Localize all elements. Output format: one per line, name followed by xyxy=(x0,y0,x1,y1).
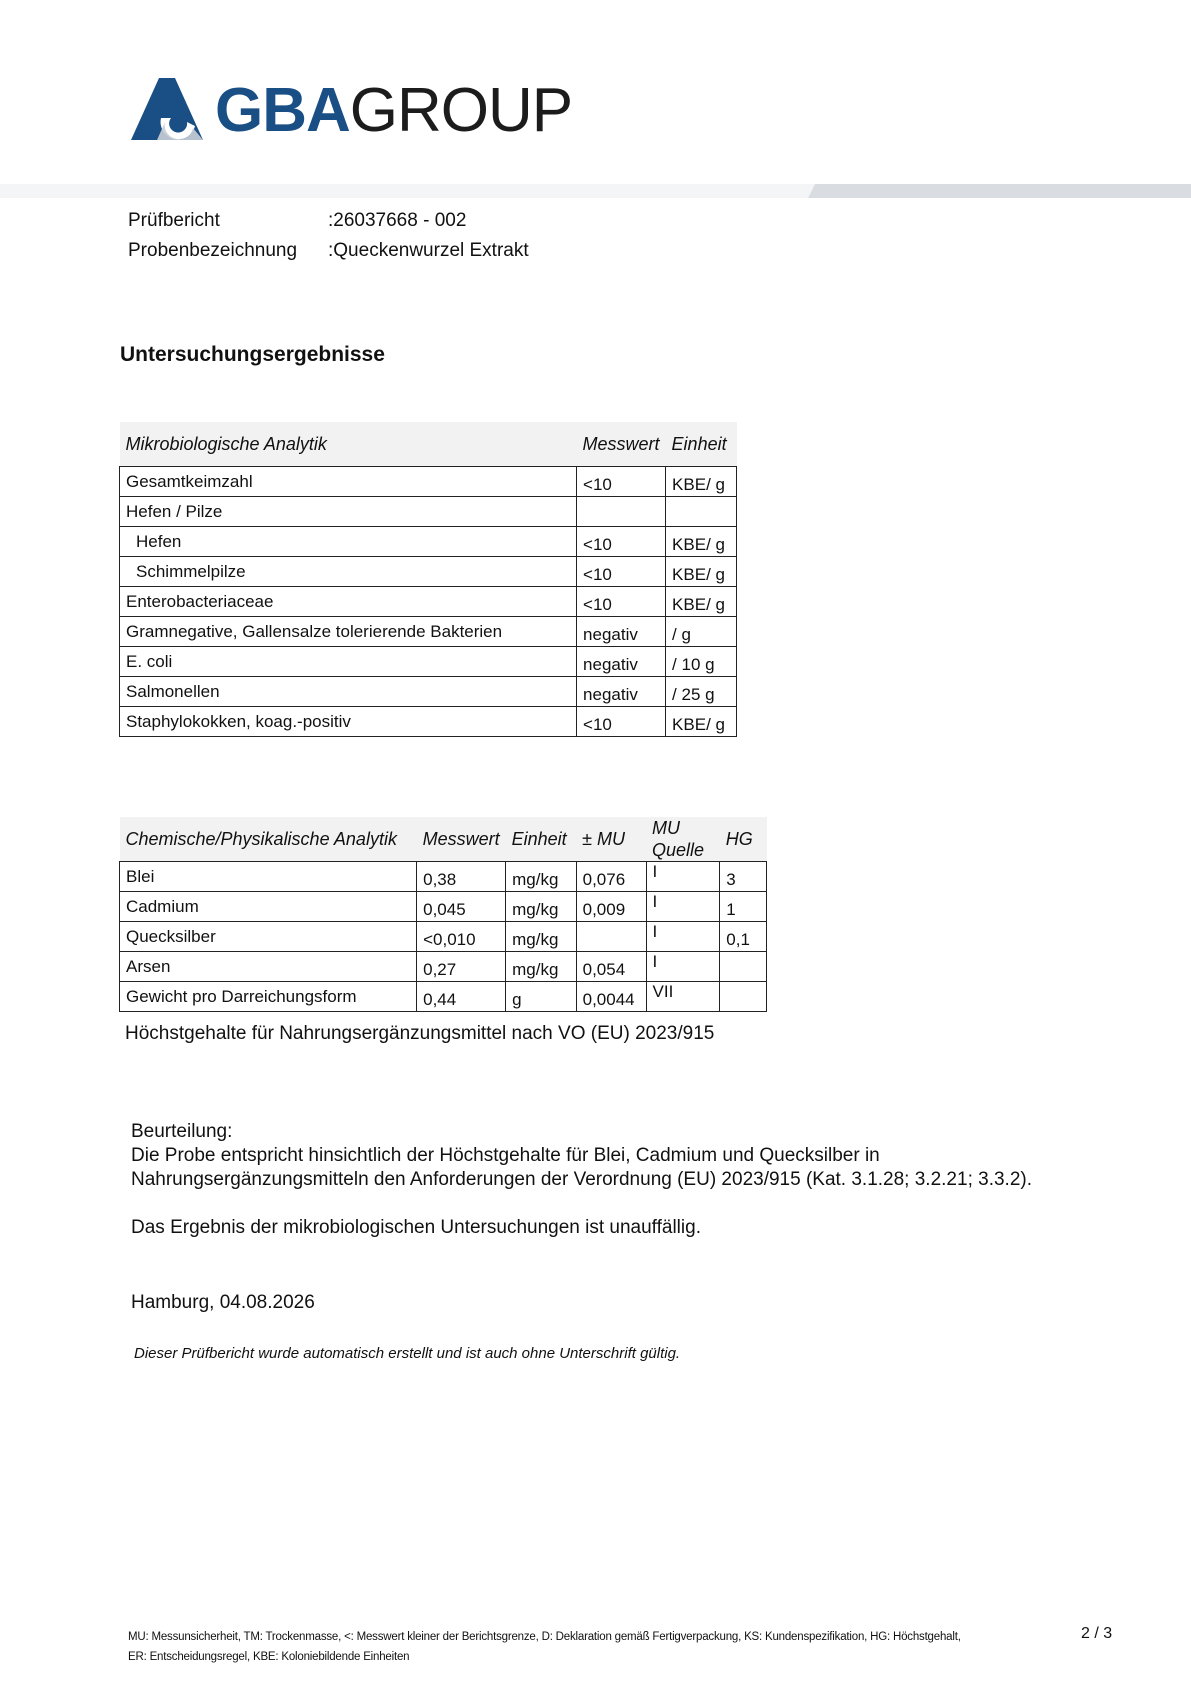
analysis-unit xyxy=(666,497,737,527)
place-date: Hamburg, 04.08.2026 xyxy=(131,1292,315,1313)
analysis-unit: g xyxy=(506,982,577,1012)
analysis-value: <10 xyxy=(577,557,666,587)
max-levels-note: Höchstgehalte für Nahrungsergänzungsmittel nach VO (EU) 2023/915 xyxy=(125,1023,715,1044)
micro-header-row xyxy=(120,422,737,467)
analysis-mu-source: VII xyxy=(646,982,720,1012)
footer-legend xyxy=(128,1627,968,1667)
analysis-name: Enterobacteriaceae xyxy=(120,587,577,617)
micro-results-table xyxy=(119,422,737,737)
analysis-mu: 0,054 xyxy=(576,952,646,982)
auto-generated-note: Dieser Prüfbericht wurde automatisch erstellt und ist auch ohne Unterschrift gültig. xyxy=(134,1345,681,1362)
report-number-row xyxy=(128,206,529,236)
chem-header-mu-line: MU xyxy=(652,818,681,838)
table-row xyxy=(120,982,767,1012)
table-row xyxy=(120,527,737,557)
analysis-value: negativ xyxy=(577,617,666,647)
analysis-name: Gesamtkeimzahl xyxy=(120,467,577,497)
micro-header-unit: Einheit xyxy=(666,422,737,467)
analysis-mu: 0,009 xyxy=(576,892,646,922)
table-row xyxy=(120,587,737,617)
micro-header-analysis: Mikrobiologische Analytik xyxy=(120,422,577,467)
assessment-block xyxy=(131,1120,1131,1240)
analysis-unit: KBE/ g xyxy=(666,527,737,557)
chem-header-source-line: Quelle xyxy=(652,840,705,860)
analysis-mu-source: I xyxy=(646,952,720,982)
analysis-name: Quecksilber xyxy=(120,922,417,952)
analysis-unit: mg/kg xyxy=(506,952,577,982)
analysis-unit: mg/kg xyxy=(506,862,577,892)
logo-text-group: GROUP xyxy=(349,76,573,145)
analysis-value: <10 xyxy=(577,527,666,557)
analysis-name: Arsen xyxy=(120,952,417,982)
chem-header-row xyxy=(120,817,767,862)
assessment-text-line: Die Probe entspricht hinsichtlich der Höchstgehalte für Blei, Cadmium und Quecksilber in xyxy=(131,1145,880,1166)
analysis-unit: KBE/ g xyxy=(666,587,737,617)
analysis-unit: KBE/ g xyxy=(666,707,737,737)
analysis-hg: 1 xyxy=(720,892,767,922)
analysis-unit: KBE/ g xyxy=(666,557,737,587)
analysis-value: negativ xyxy=(577,677,666,707)
header-band xyxy=(0,184,1191,198)
report-number-value: : 26037668 - 002 xyxy=(328,206,466,236)
analysis-value xyxy=(577,497,666,527)
analysis-name: E. coli xyxy=(120,647,577,677)
report-number-label: Prüfbericht xyxy=(128,210,220,231)
sample-name-label: Probenbezeichnung xyxy=(128,240,298,261)
assessment-text-line: Nahrungsergänzungsmitteln den Anforderungen der Verordnung (EU) 2023/915 (Kat. 3.1.28; 3.2.21; 3.3.2). xyxy=(131,1169,1032,1190)
results-heading: Untersuchungsergebnisse xyxy=(120,343,385,366)
analysis-value: 0,44 xyxy=(417,982,506,1012)
analysis-name: Hefen xyxy=(120,527,577,557)
analysis-hg xyxy=(720,982,767,1012)
analysis-hg: 0,1 xyxy=(720,922,767,952)
table-row xyxy=(120,617,737,647)
table-row xyxy=(120,892,767,922)
analysis-mu-source: I xyxy=(646,892,720,922)
analysis-unit: mg/kg xyxy=(506,892,577,922)
analysis-name: Gewicht pro Darreichungsform xyxy=(120,982,417,1012)
assessment-spacer xyxy=(131,1192,1131,1216)
assessment-micro-result: Das Ergebnis der mikrobiologischen Untersuchungen ist unauffällig. xyxy=(131,1217,701,1238)
gba-logo-mark-icon xyxy=(131,78,203,140)
chem-header-hg: HG xyxy=(720,817,767,862)
chem-header-mu-source xyxy=(646,817,720,862)
analysis-unit: / 10 g xyxy=(666,647,737,677)
analysis-unit: KBE/ g xyxy=(666,467,737,497)
analysis-value: negativ xyxy=(577,647,666,677)
chem-header-unit: Einheit xyxy=(506,817,577,862)
analysis-name: Cadmium xyxy=(120,892,417,922)
analysis-name: Gramnegative, Gallensalze tolerierende Bakterien xyxy=(120,617,577,647)
analysis-value: <0,010 xyxy=(417,922,506,952)
analysis-hg xyxy=(720,952,767,982)
table-row xyxy=(120,677,737,707)
footer-legend-line: MU: Messunsicherheit, TM: Trockenmasse, <: Messwert kleiner der Berichtsgrenze, D: Deklaration gemäß Fertigverpackung, KS: Kundenspezifikation, HG: Höchstgehalt, xyxy=(128,1631,961,1643)
analysis-mu: 0,076 xyxy=(576,862,646,892)
logo-wordmark xyxy=(215,76,573,145)
page-number: 2 / 3 xyxy=(1081,1625,1113,1642)
micro-header-value: Messwert xyxy=(577,422,666,467)
table-row xyxy=(120,557,737,587)
analysis-value: <10 xyxy=(577,467,666,497)
table-row xyxy=(120,647,737,677)
table-row xyxy=(120,862,767,892)
table-row xyxy=(120,497,737,527)
analysis-name: Staphylokokken, koag.-positiv xyxy=(120,707,577,737)
analysis-name: Blei xyxy=(120,862,417,892)
analysis-value: <10 xyxy=(577,587,666,617)
chem-header-mu: ± MU xyxy=(576,817,646,862)
analysis-value: 0,27 xyxy=(417,952,506,982)
chem-results-table xyxy=(119,817,767,1012)
table-row xyxy=(120,467,737,497)
analysis-value: 0,045 xyxy=(417,892,506,922)
logo-text-gba: GBA xyxy=(215,76,350,145)
table-row xyxy=(120,922,767,952)
table-row xyxy=(120,952,767,982)
analysis-name: Salmonellen xyxy=(120,677,577,707)
analysis-value: 0,38 xyxy=(417,862,506,892)
analysis-unit: mg/kg xyxy=(506,922,577,952)
gba-group-logo xyxy=(131,76,573,145)
analysis-mu: 0,0044 xyxy=(576,982,646,1012)
chem-header-value: Messwert xyxy=(417,817,506,862)
assessment-label: Beurteilung: xyxy=(131,1121,233,1142)
analysis-unit: / g xyxy=(666,617,737,647)
analysis-name: Schimmelpilze xyxy=(120,557,577,587)
footer-legend-line: ER: Entscheidungsregel, KBE: Koloniebildende Einheiten xyxy=(128,1651,410,1663)
table-row xyxy=(120,707,737,737)
report-meta xyxy=(128,206,529,266)
analysis-mu xyxy=(576,922,646,952)
sample-name-value: : Queckenwurzel Extrakt xyxy=(328,236,529,266)
analysis-mu-source: I xyxy=(646,862,720,892)
sample-name-row xyxy=(128,236,529,266)
analysis-hg: 3 xyxy=(720,862,767,892)
analysis-name: Hefen / Pilze xyxy=(120,497,577,527)
analysis-mu-source: I xyxy=(646,922,720,952)
analysis-value: <10 xyxy=(577,707,666,737)
chem-header-analysis: Chemische/Physikalische Analytik xyxy=(120,817,417,862)
analysis-unit: / 25 g xyxy=(666,677,737,707)
